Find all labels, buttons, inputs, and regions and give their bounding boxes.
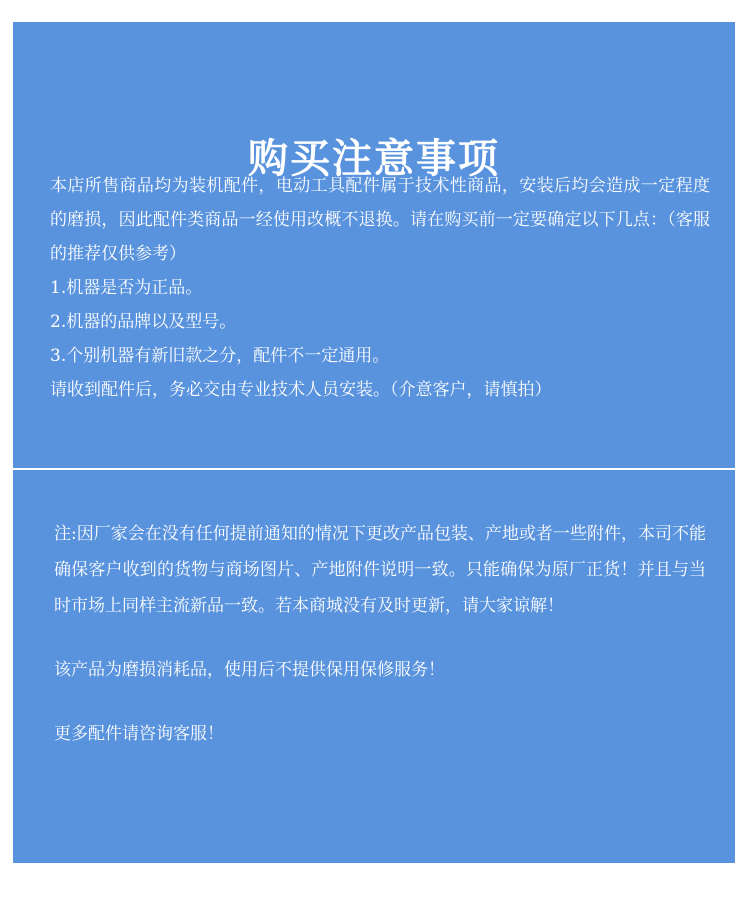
notice-text <box>50 169 710 407</box>
disclaimer-paragraph: 注:因厂家会在没有任何提前通知的情况下更改产品包装、产地或者一些附件，本司不能确保客户收到的货物与商场图片、产地附件说明一致。只能确保为原厂正货！并且与当时市场上同样主流新品一致。若本商城没有及时更新，请大家谅解！ <box>54 524 706 616</box>
paragraph-spacer <box>54 688 706 716</box>
notice-point: 3.个别机器有新旧款之分，配件不一定通用。 <box>50 346 390 366</box>
notice-closing: 请收到配件后，务必交由专业技术人员安装。（介意客户，请慎拍） <box>50 380 552 400</box>
consumable-notice: 该产品为磨损消耗品，使用后不提供保用保修服务！ <box>54 660 445 680</box>
page-title: 购买注意事项 <box>248 135 500 182</box>
paragraph-spacer <box>54 624 706 652</box>
purchase-notice-panel <box>13 22 735 468</box>
disclaimer-text <box>54 516 706 752</box>
notice-intro: 本店所售商品均为装机配件，电动工具配件属于技术性商品，安装后均会造成一定程度的磨损，因此配件类商品一经使用改概不退换。请在购买前一定要确定以下几点：（客服的推荐仅供参考） <box>50 176 710 264</box>
notice-point: 1.机器是否为正品。 <box>50 278 203 298</box>
disclaimer-panel <box>13 470 735 863</box>
notice-point: 2.机器的品牌以及型号。 <box>50 312 237 332</box>
contact-notice: 更多配件请咨询客服！ <box>54 724 224 744</box>
